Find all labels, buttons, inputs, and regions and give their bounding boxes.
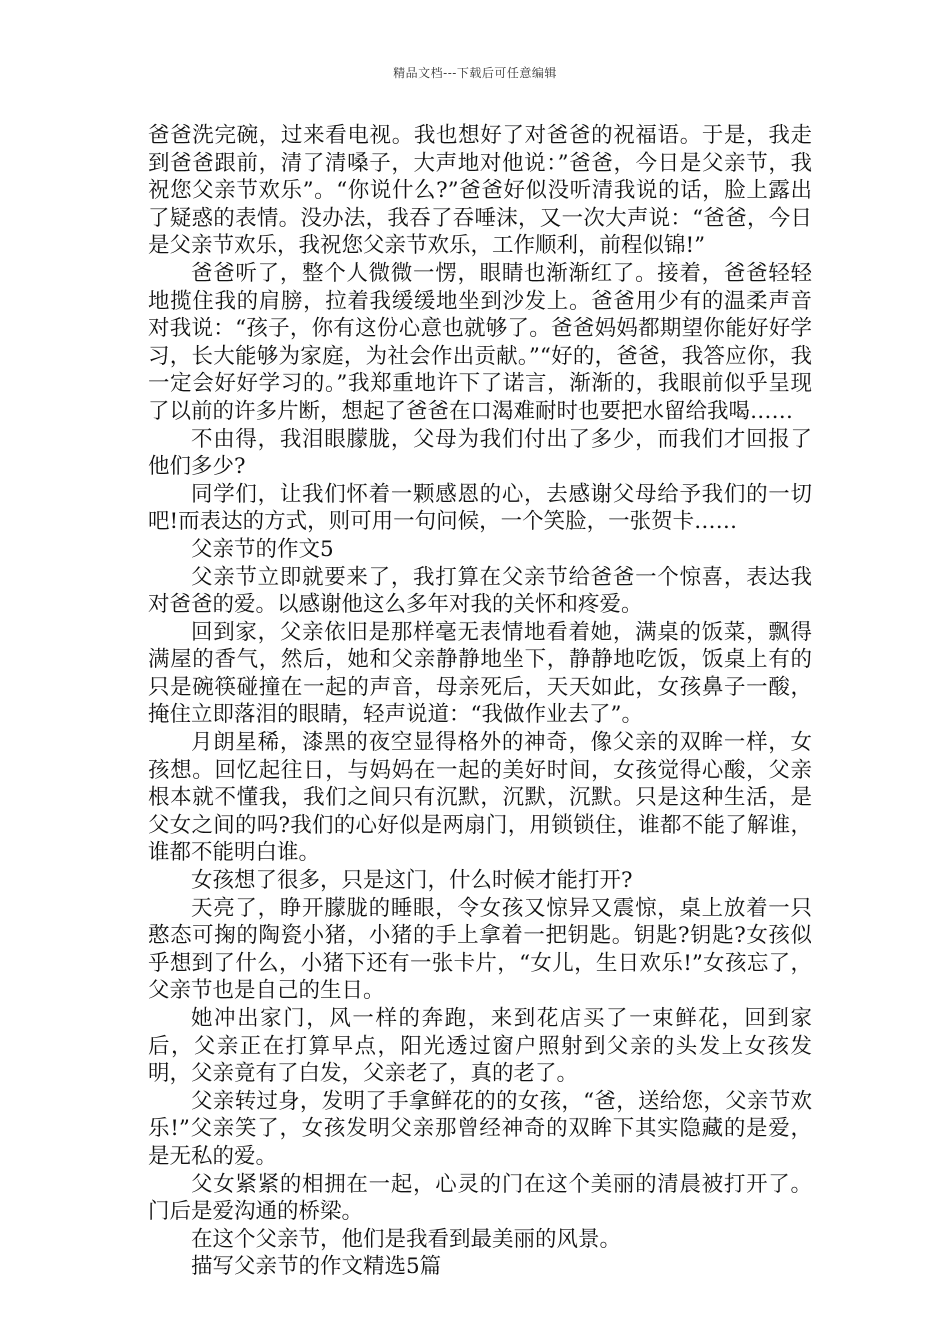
paragraph: 不由得，我泪眼朦胧，父母为我们付出了多少，而我们才回报了他们多少?	[148, 426, 812, 480]
paragraph: 在这个父亲节，他们是我看到最美丽的风景。	[191, 1226, 622, 1252]
paragraph: 爸爸洗完碗，过来看电视。我也想好了对爸爸的祝福语。于是，我走到爸爸跟前，清了清嗓子，大声地对他说：”爸爸，今日是父亲节，我祝您父亲节欢乐”。“你说什么?”爸爸好似没听清我说的话，脸上露出了疑惑的表情。没办法，我吞了吞唾沫，又一次大声说：“爸爸，今日是父亲节欢乐，我祝您父亲节欢乐，工作顺利，前程似锦!”	[148, 123, 812, 259]
paragraph: 她冲出家门，风一样的奔跑，来到花店买了一束鲜花，回到家后，父亲正在打算早点，阳光透过窗户照射到父亲的头发上女孩发明，父亲竟有了白发，父亲老了，真的老了。	[148, 1006, 812, 1087]
paragraph: 月朗星稀，漆黑的夜空显得格外的神奇，像父亲的双眸一样，女孩想。回忆起往日，与妈妈在一起的美好时间，女孩觉得心酸，父亲根本就不懂我，我们之间只有沉默，沉默，沉默。只是这种生活，是父女之间的吗?我们的心好似是两扇门，用锁锁住，谁都不能了解谁，谁都不能明白谁。	[148, 730, 812, 866]
paragraph: 同学们，让我们怀着一颗感恩的心，去感谢父母给予我们的一切吧!而表达的方式，则可用一句问候，一个笑脸，一张贺卡……	[148, 481, 812, 535]
paragraph: 女孩想了很多，只是这门，什么时候才能打开?	[191, 868, 633, 894]
paragraph: 回到家，父亲依旧是那样毫无表情地看着她，满桌的饭菜，飘得满屋的香气，然后，她和父亲静静地坐下，静静地吃饭，饭桌上有的只是碗筷碰撞在一起的声音，母亲死后，天天如此，女孩鼻子一酸，掩住立即落泪的眼睛，轻声说道：“我做作业去了”。	[148, 619, 812, 728]
document-body	[148, 122, 812, 1281]
paragraph: 天亮了，睁开朦胧的睡眼，令女孩又惊异又震惊，桌上放着一只憨态可掬的陶瓷小猪，小猪的手上拿着一把钥匙。钥匙?钥匙?女孩似乎想到了什么，小猪下还有一张卡片，“女儿，生日欢乐!”女孩忘了，父亲节也是自己的生日。	[148, 895, 812, 1004]
paragraph: 父亲节立即就要来了，我打算在父亲节给爸爸一个惊喜，表达我对爸爸的爱。以感谢他这么多年对我的关怀和疼爱。	[148, 564, 812, 618]
section-heading: 描写父亲节的作文精选5篇	[191, 1254, 442, 1280]
paragraph: 父女紧紧的相拥在一起，心灵的门在这个美丽的清晨被打开了。门后是爱沟通的桥梁。	[148, 1171, 812, 1225]
section-heading: 父亲节的作文5	[191, 536, 334, 562]
paragraph: 爸爸听了，整个人微微一愣，眼睛也渐渐红了。接着，爸爸轻轻地揽住我的肩膀，拉着我缓缓地坐到沙发上。爸爸用少有的温柔声音对我说：“孩子，你有这份心意也就够了。爸爸妈妈都期望你能好好学习，长大能够为家庭，为社会作出贡献。”“好的，爸爸，我答应你，我一定会好好学习的。”我郑重地许下了诺言，渐渐的，我眼前似乎呈现了以前的许多片断，想起了爸爸在口渴难耐时也要把水留给我喝……	[148, 260, 812, 424]
page-header: 精品文档---下载后可任意编辑	[393, 66, 557, 80]
paragraph: 父亲转过身，发明了手拿鲜花的的女孩，“爸，送给您，父亲节欢乐!”父亲笑了，女孩发明父亲那曾经神奇的双眸下其实隐藏的是爱，是无私的爱。	[148, 1088, 812, 1169]
